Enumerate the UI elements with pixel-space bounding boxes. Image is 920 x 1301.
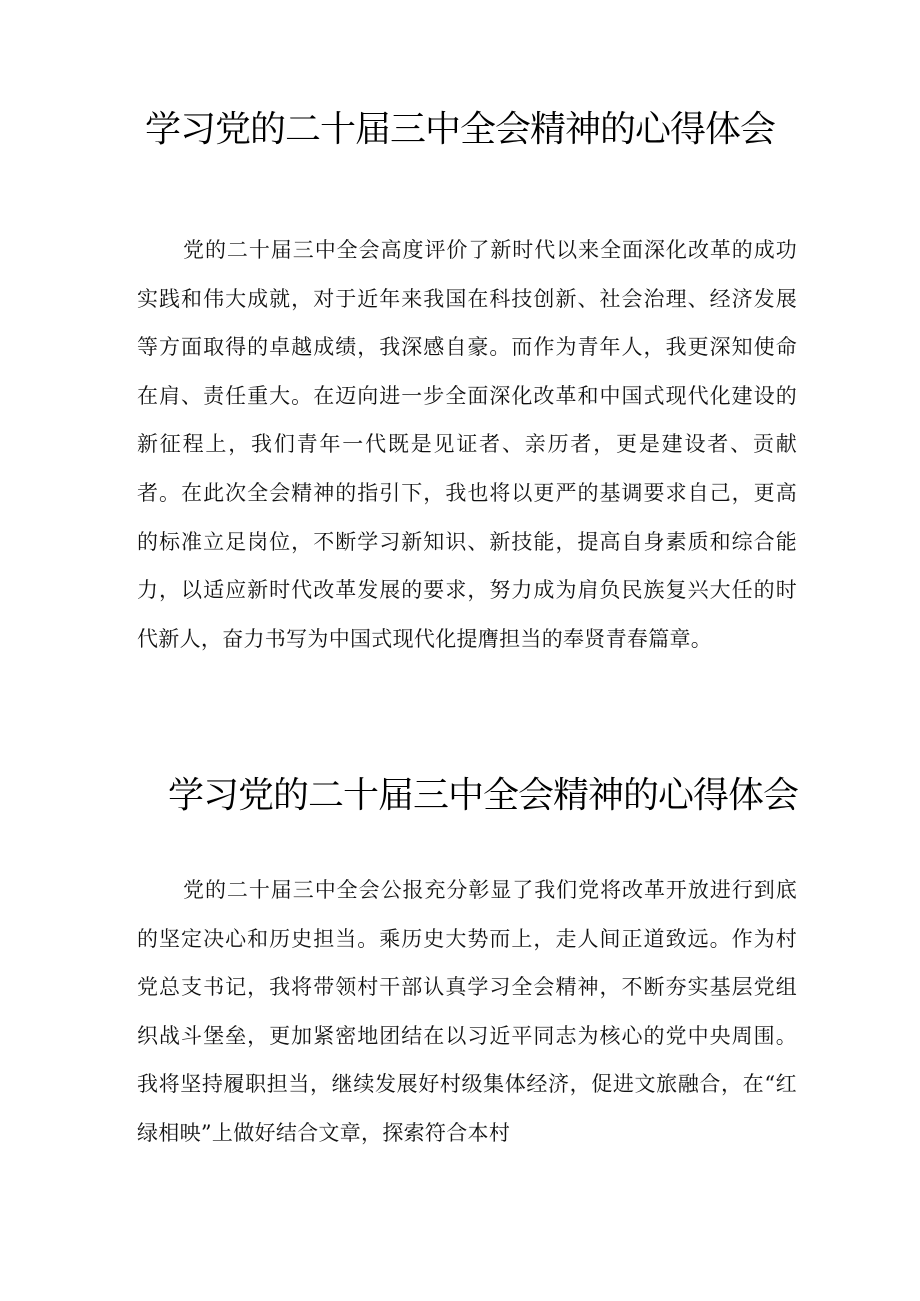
section-1-paragraph: 党的二十届三中全会高度评价了新时代以来全面深化改革的成功实践和伟大成就，对于近年来我国在科技创新、社会治理、经济发展等方面取得的卓越成绩，我深感自豪。而作为青年人，我更深知使命在肩、责任重大。在迈向进一步全面深化改革和中国式现代化建设的新征程上，我们青年一代既是见证者、亲历者，更是建设者、贡献者。在此次全会精神的指引下，我也将以更严的基调要求自己，更高的标准立足岗位，不断学习新知识、新技能，提高自身素质和综合能力，以适应新时代改革发展的要求，努力成为肩负民族复兴大任的时代新人，奋力书写为中国式现代化提膺担当的奉贤青春篇章。 bbox=[137, 238, 797, 651]
section-2-paragraph: 党的二十届三中全会公报充分彰显了我们党将改革开放进行到底的坚定决心和历史担当。乘历史大势而上，走人间正道致远。作为村党总支书记，我将带领村干部认真学习全会精神，不断夯实基层党组织战斗堡垒，更加紧密地团结在以习近平同志为核心的党中央周围。我将坚持履职担当，继续发展好村级集体经济，促进文旅融合，在“红绿相映”上做好结合文章，探索符合本村 bbox=[137, 878, 797, 1145]
section-1-heading: 学习党的二十届三中全会精神的心得体会 bbox=[145, 109, 776, 150]
section-2-heading: 学习党的二十届三中全会精神的心得体会 bbox=[168, 775, 799, 816]
